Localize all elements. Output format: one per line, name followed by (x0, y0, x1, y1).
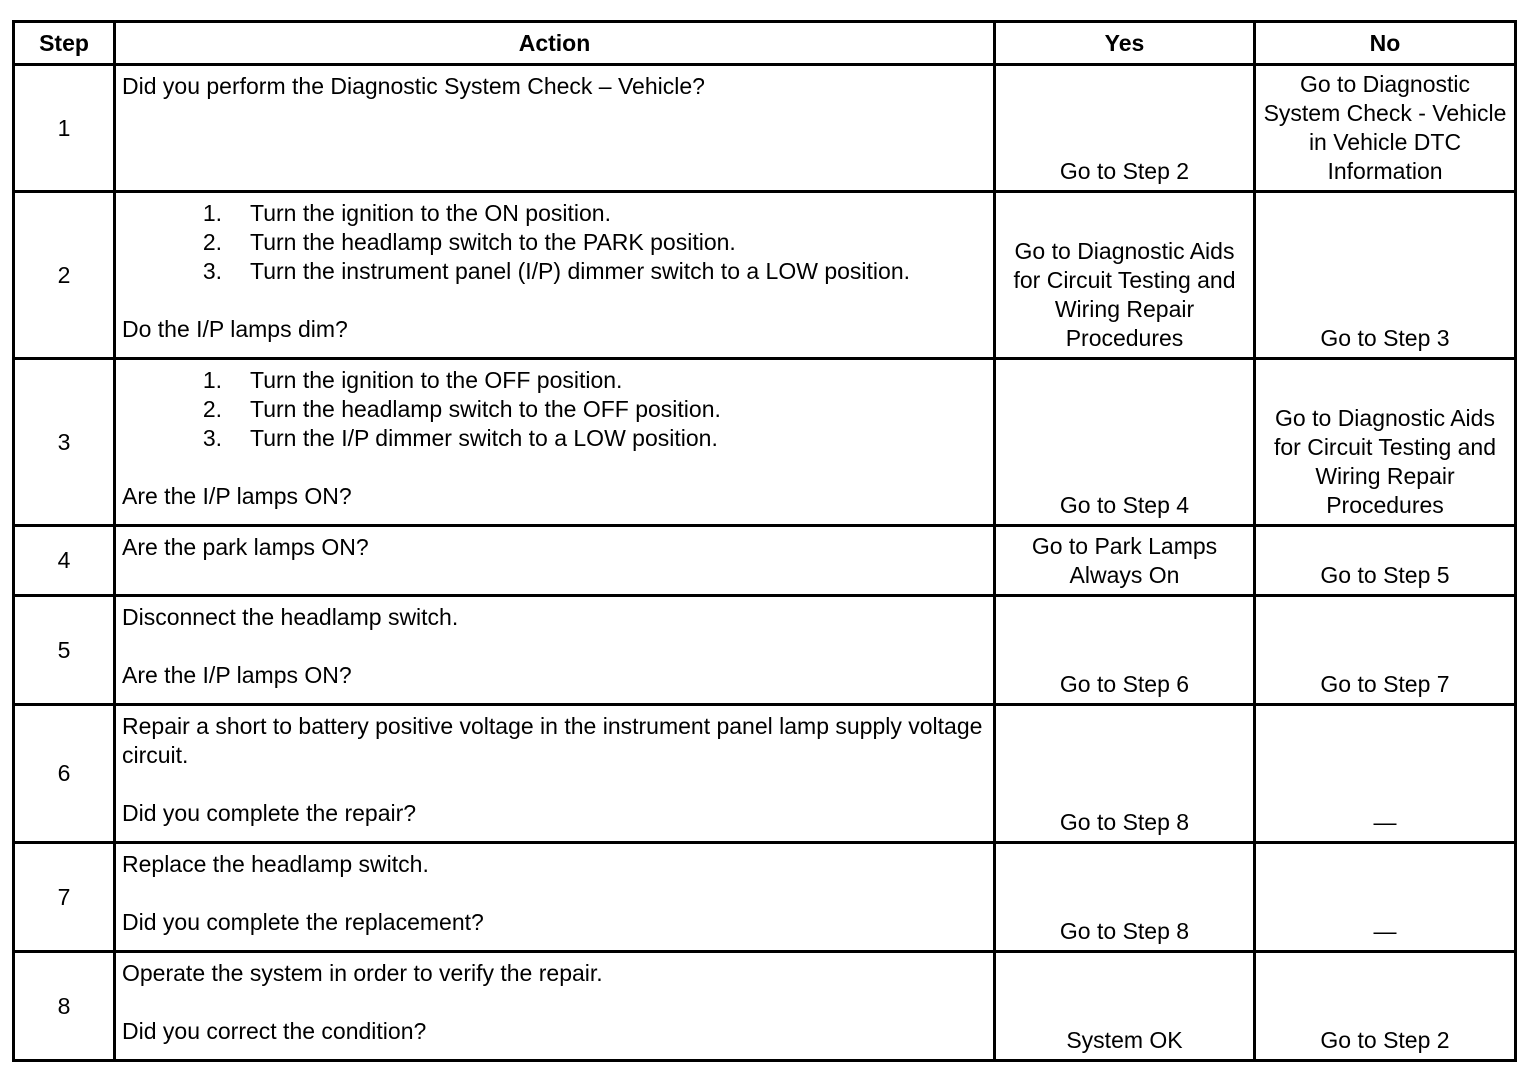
list-item: 2. Turn the headlamp switch to the OFF position. (202, 396, 721, 422)
yes-cell: Go to Step 8 (995, 843, 1255, 952)
step-number: 7 (14, 843, 115, 952)
action-steps-list (122, 366, 987, 453)
list-item: 1. Turn the ignition to the OFF position. (202, 367, 623, 393)
table-row (14, 952, 1516, 1061)
action-text: Repair a short to battery positive voltage in the instrument panel lamp supply voltage circuit. (122, 713, 983, 768)
action-cell (115, 526, 995, 596)
action-cell (115, 65, 995, 192)
no-cell: Go to Diagnostic System Check - Vehicle in Vehicle DTC Information (1255, 65, 1516, 192)
yes-cell: Go to Step 2 (995, 65, 1255, 192)
table-row (14, 526, 1516, 596)
action-text: Replace the headlamp switch. (122, 851, 429, 877)
list-item: 3. Turn the I/P dimmer switch to a LOW position. (202, 425, 718, 451)
no-cell: Go to Diagnostic Aids for Circuit Testing and Wiring Repair Procedures (1255, 359, 1516, 526)
action-question: Did you complete the repair? (122, 800, 417, 826)
yes-cell: Go to Diagnostic Aids for Circuit Testing and Wiring Repair Procedures (995, 192, 1255, 359)
step-number: 5 (14, 596, 115, 705)
list-item: 3. Turn the instrument panel (I/P) dimmer switch to a LOW position. (202, 258, 911, 284)
header-yes: Yes (995, 22, 1255, 65)
list-item: 1. Turn the ignition to the ON position. (202, 200, 611, 226)
action-text: Disconnect the headlamp switch. (122, 604, 459, 630)
yes-cell: Go to Step 8 (995, 705, 1255, 843)
header-step: Step (14, 22, 115, 65)
yes-cell: Go to Park Lamps Always On (995, 526, 1255, 596)
action-question: Did you correct the condition? (122, 1018, 427, 1044)
step-number: 4 (14, 526, 115, 596)
step-number: 3 (14, 359, 115, 526)
action-cell (115, 359, 995, 526)
action-cell (115, 192, 995, 359)
table-row (14, 705, 1516, 843)
action-question: Do the I/P lamps dim? (122, 316, 348, 342)
action-cell (115, 843, 995, 952)
action-steps-list (122, 199, 987, 286)
action-text: Did you perform the Diagnostic System Check – Vehicle? (122, 73, 705, 99)
table-row (14, 359, 1516, 526)
header-row (14, 22, 1516, 65)
action-cell (115, 705, 995, 843)
action-text: Operate the system in order to verify the repair. (122, 960, 603, 986)
no-cell: — (1255, 843, 1516, 952)
action-cell (115, 596, 995, 705)
header-action: Action (115, 22, 995, 65)
header-no: No (1255, 22, 1516, 65)
table-row (14, 192, 1516, 359)
yes-cell: System OK (995, 952, 1255, 1061)
table-row (14, 65, 1516, 192)
step-number: 6 (14, 705, 115, 843)
no-cell: Go to Step 7 (1255, 596, 1516, 705)
action-question: Are the I/P lamps ON? (122, 483, 352, 509)
list-item: 2. Turn the headlamp switch to the PARK position. (202, 229, 736, 255)
step-number: 2 (14, 192, 115, 359)
step-number: 1 (14, 65, 115, 192)
no-cell: Go to Step 3 (1255, 192, 1516, 359)
no-cell: Go to Step 5 (1255, 526, 1516, 596)
no-cell: — (1255, 705, 1516, 843)
step-number: 8 (14, 952, 115, 1061)
table-row (14, 843, 1516, 952)
yes-cell: Go to Step 4 (995, 359, 1255, 526)
action-text: Are the park lamps ON? (122, 534, 369, 560)
no-cell: Go to Step 2 (1255, 952, 1516, 1061)
yes-cell: Go to Step 6 (995, 596, 1255, 705)
action-question: Did you complete the replacement? (122, 909, 484, 935)
action-question: Are the I/P lamps ON? (122, 662, 352, 688)
table-row (14, 596, 1516, 705)
diagnostic-table (12, 20, 1517, 1062)
action-cell (115, 952, 995, 1061)
